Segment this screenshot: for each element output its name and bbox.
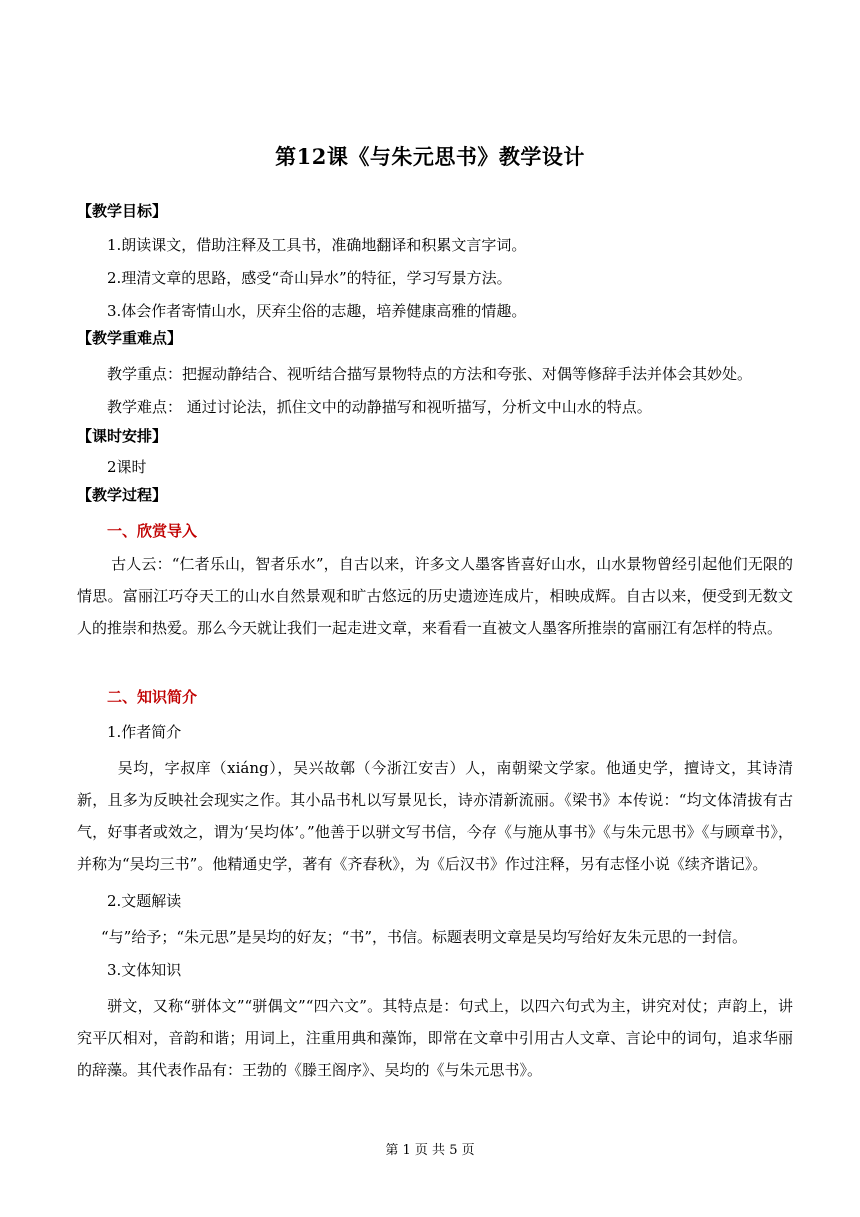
part1-heading: 一、欣赏导入: [107, 522, 198, 540]
key-point-focus: 教学重点：把握动静结合、视听结合描写景物特点的方法和夸张、对偶等修辞手法并体会其妙处。: [107, 365, 753, 383]
goal-item-3: 3.体会作者寄情山水，厌弃尘俗的志趣，培养健康高雅的情趣。: [107, 302, 527, 320]
schedule-heading: 【课时安排】: [77, 427, 168, 445]
page-title: 第12课《与朱元思书》教学设计: [275, 144, 585, 169]
author-heading: 1.作者简介: [107, 723, 182, 741]
style-paragraph: [77, 990, 793, 1086]
author-paragraph: [77, 752, 793, 880]
style-text: 骈文，又称“骈体文”“骈偶文”“四六文”。其特点是：句式上，以四六句式为主，讲究对仗；声韵上，讲究平仄相对，音韵和谐；用词上，注重用典和藻饰，即常在文章中引用古人文章、言论中的词句，追求华丽的辞藻。其代表作品有：王勃的《滕王阁序》、吴均的《与朱元思书》。: [77, 997, 793, 1079]
goals-heading: 【教学目标】: [77, 202, 168, 220]
key-point-difficulty: 教学难点： 通过讨论法，抓住文中的动静描写和视听描写，分析文中山水的特点。: [107, 398, 652, 416]
part1-text: 古人云：“仁者乐山，智者乐水”，自古以来，许多文人墨客皆喜好山水，山水景物曾经引起他们无限的情思。富丽江巧夺天工的山水自然景观和旷古悠远的历史遗迹连成片，相映成辉。自古以来，便受到无数文人的推崇和热爱。那么今天就让我们一起走进文章，来看看一直被文人墨客所推崇的富丽江有怎样的特点。: [77, 555, 793, 637]
key-points-heading: 【教学重难点】: [77, 329, 183, 347]
goal-item-1: 1.朗读课文，借助注释及工具书，准确地翻译和积累文言字词。: [107, 236, 527, 254]
part1-paragraph: [77, 548, 793, 644]
schedule-text: 2课时: [107, 458, 147, 476]
page-footer: 第 1 页 共 5 页: [385, 1143, 475, 1158]
style-heading: 3.文体知识: [107, 961, 182, 979]
process-heading: 【教学过程】: [77, 486, 168, 504]
goal-item-2: 2.理清文章的思路，感受“奇山异水”的特征，学习写景方法。: [107, 269, 512, 287]
title-interpretation-text: “与”给予；“朱元思”是吴均的好友；“书”，书信。标题表明文章是吴均写给好友朱元思的一封信。: [101, 928, 748, 946]
title-interpretation-heading: 2.文题解读: [107, 892, 182, 910]
author-text: 吴均，字叔庠（xiáng），吴兴故鄣（今浙江安吉）人，南朝梁文学家。他通史学，擅诗文，其诗清新，且多为反映社会现实之作。其小品书札以写景见长，诗亦清新流丽。《梁书》本传说：“均文体清拔有古气，好事者或效之，谓为‘吴均体’。”他善于以骈文写书信，今存《与施从事书》《与朱元思书》《与顾章书》，并称为“吴均三书”。他精通史学，著有《齐春秋》，为《后汉书》作过注释，另有志怪小说《续齐谐记》。: [77, 759, 793, 873]
part2-heading: 二、知识简介: [107, 688, 198, 706]
